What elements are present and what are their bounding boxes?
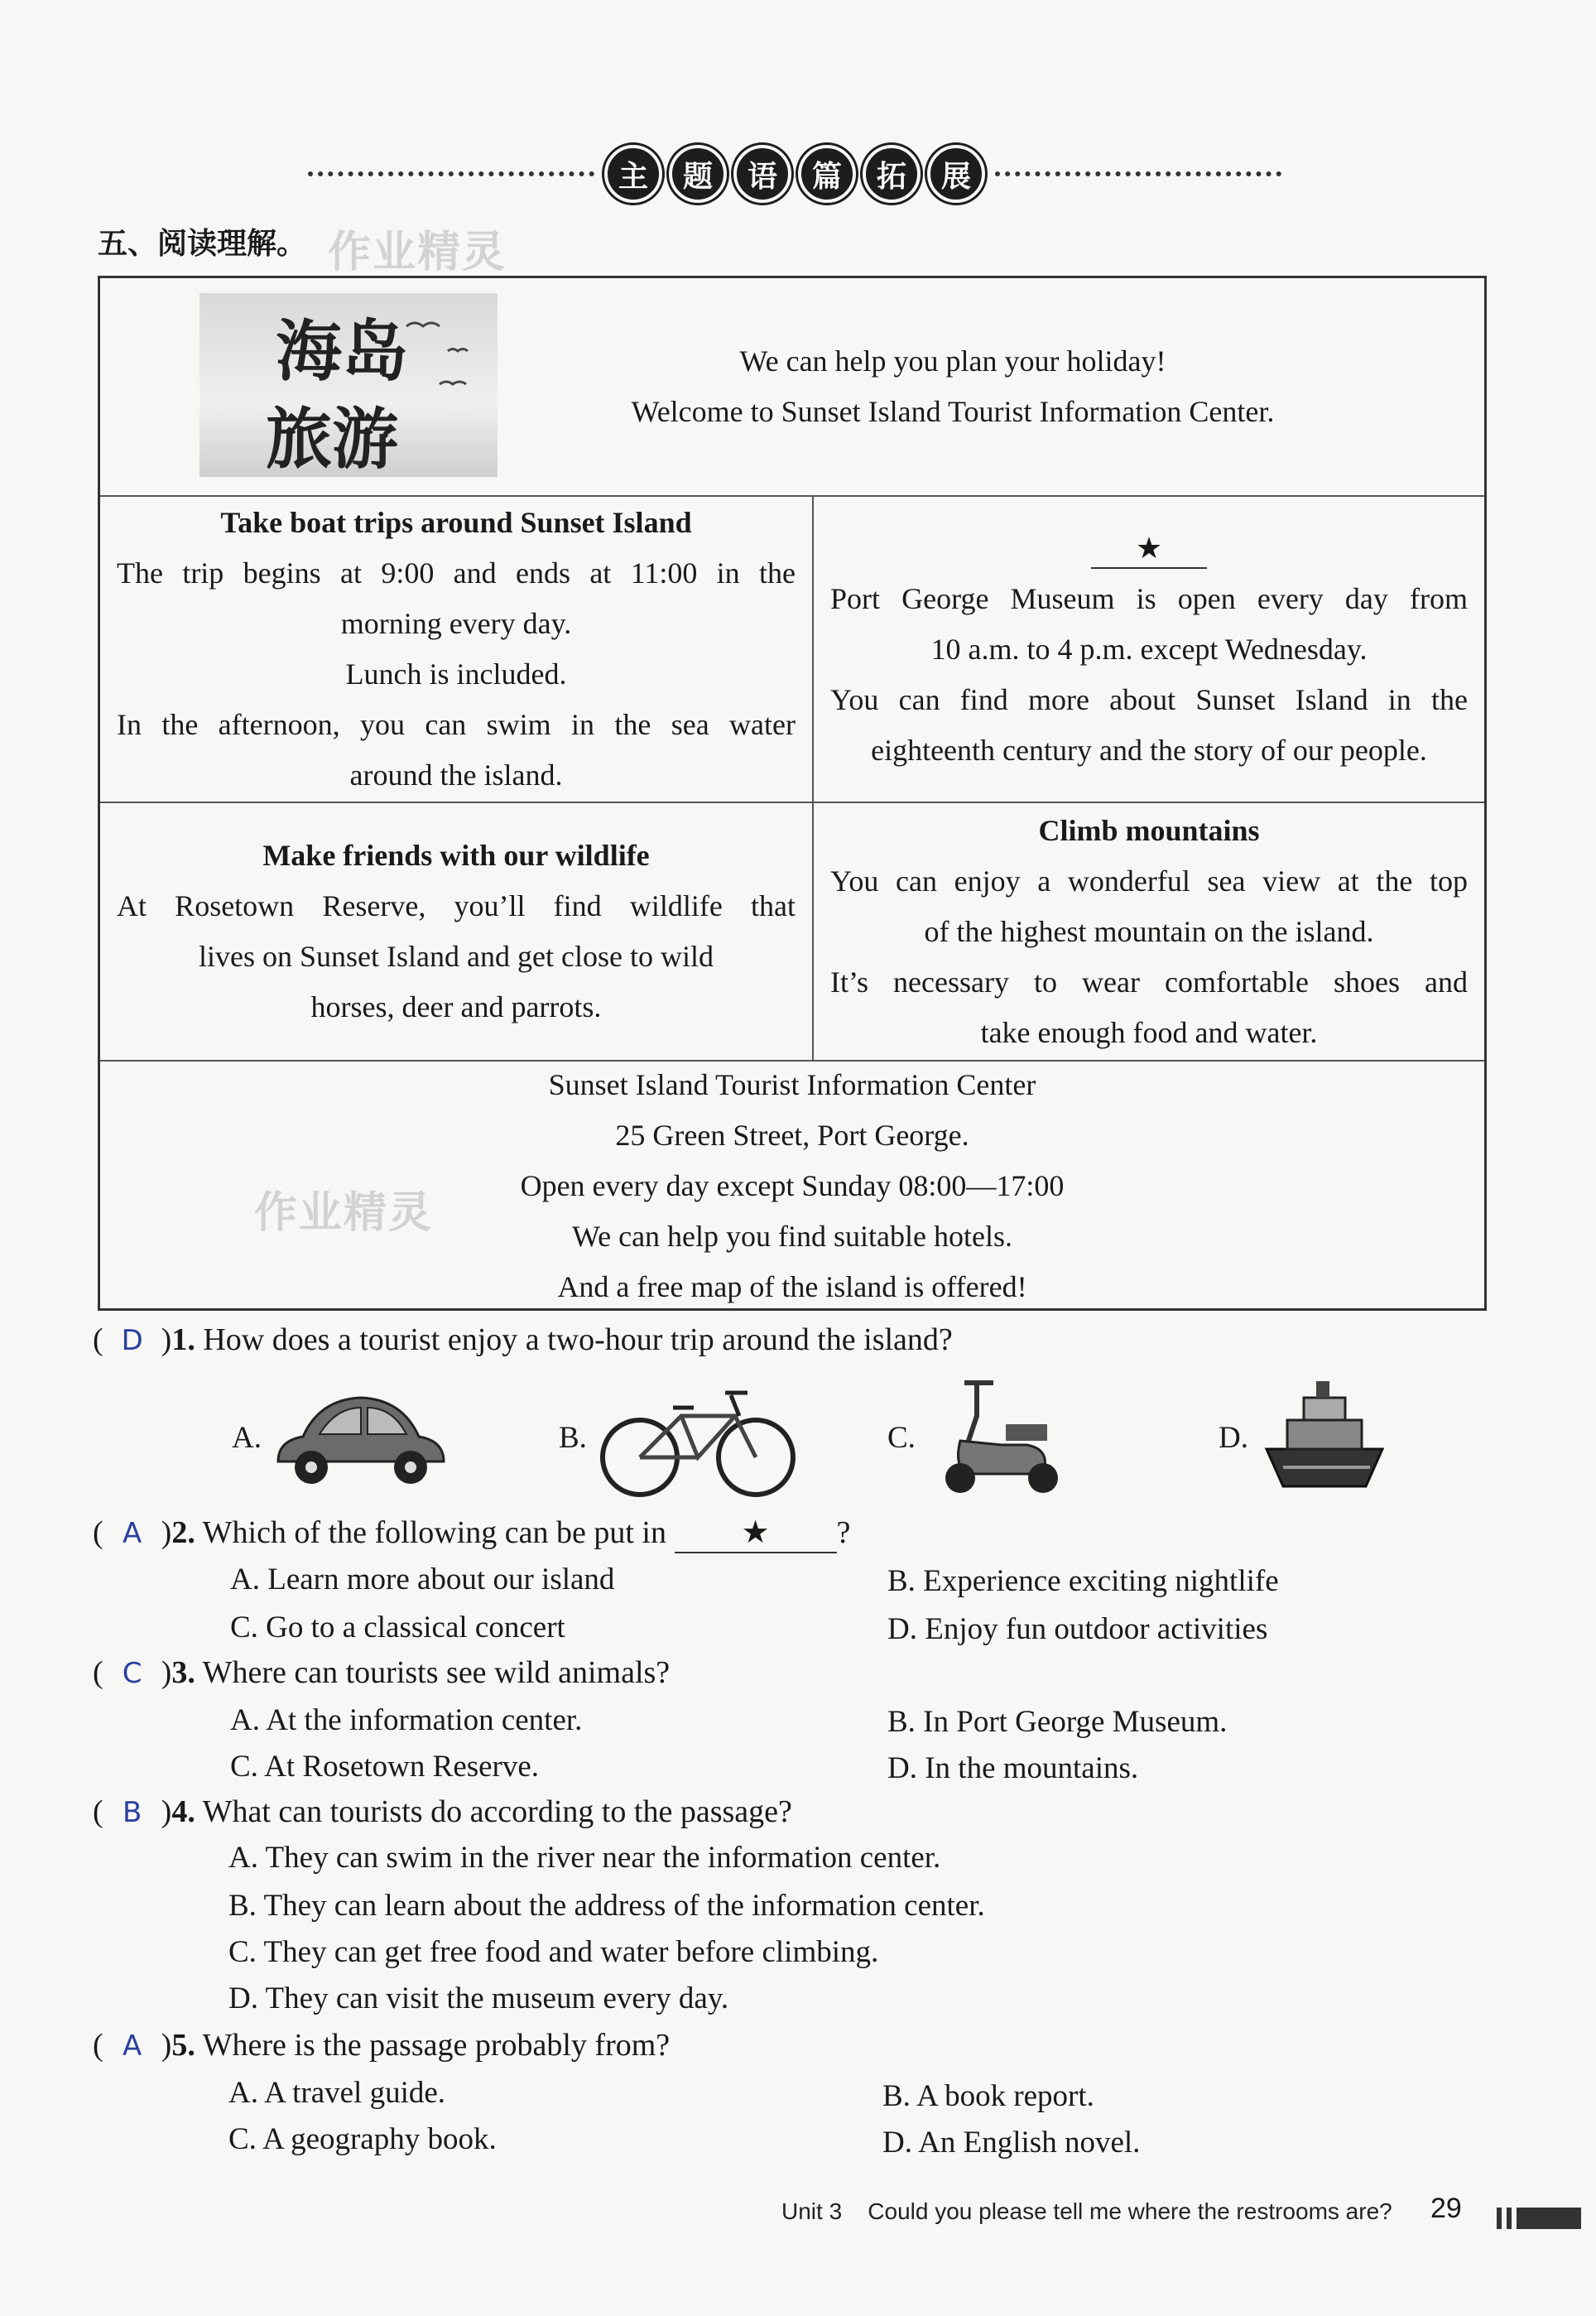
question-1: ( D )1. How does a tourist enjoy a two-hour trip around the island? [93,1322,953,1357]
option-d: D. They can visit the museum every day. [228,1981,729,2015]
question-2: ( A )2. Which of the following can be put in ★ ? [93,1514,850,1553]
option-d: D. In the mountains. [887,1751,1139,1785]
option-a: A. Learn more about our island [230,1562,615,1596]
car-icon [270,1383,452,1490]
scooter-icon [927,1375,1076,1499]
wildlife-cell [100,803,814,1060]
answer: A [123,1517,142,1550]
row-info-center [100,1060,1484,1310]
mountains-title: Climb mountains [1038,813,1260,847]
question-3: ( C )3. Where can tourists see wild animals? [93,1655,671,1690]
wildlife-line: horses, deer and parrots. [310,990,602,1023]
boat-line: Lunch is included. [345,657,567,691]
reading-passage-box [98,276,1487,1311]
option-label: D. [1219,1421,1248,1455]
seagull-icon [200,293,498,477]
option-b: B. A book report. [882,2079,1094,2113]
question-number: 2. [171,1515,195,1550]
question-text: Where can tourists see wild animals? [202,1655,671,1690]
option-b: B. Experience exciting nightlife [887,1564,1279,1598]
question-text: Where is the passage probably from? [202,2028,671,2063]
welcome-line: We can help you plan your holiday! [739,344,1166,378]
wildlife-line: lives on Sunset Island and get close to wild [199,940,714,973]
boat-trip-cell [100,497,814,802]
wildlife-line: At Rosetown Reserve, you’ll find wildlife that [117,889,796,922]
page-corner-bars [1497,2208,1581,2229]
question-mark: ? [836,1515,851,1550]
option-b: B. They can learn about the address of the information center. [228,1889,985,1923]
welcome-line: Welcome to Sunset Island Tourist Information Center. [631,395,1275,428]
option-c: C. Go to a classical concert [230,1611,565,1644]
center-line: We can help you find suitable hotels. [572,1219,1012,1253]
question-5: ( A )5. Where is the passage probably from? [93,2028,671,2063]
question-text: How does a tourist enjoy a two-hour trip around the island? [203,1322,953,1357]
answer: A [123,2030,142,2063]
page-number: 29 [1430,2193,1462,2224]
welcome-text [514,336,1392,437]
page-footer [781,2198,1392,2225]
section-title: 五、阅读理解。 [98,227,307,261]
banner-char: 展 [927,145,985,203]
boat-line: morning every day. [340,607,572,640]
mountains-line: of the highest mountain on the island. [924,914,1374,948]
center-line: 25 Green Street, Port George. [615,1118,969,1152]
answer: C [122,1657,142,1690]
banner-char: 题 [669,145,727,203]
museum-line: eighteenth century and the story of our people. [871,733,1427,767]
option-label: B. [559,1421,587,1455]
star-blank: ★ [1091,529,1207,569]
banner-dots-right [995,171,1281,176]
option-a: A. At the information center. [230,1703,583,1737]
banner-char: 篇 [798,145,856,203]
mountains-line: take enough food and water. [980,1015,1318,1049]
option-c: C. At Rosetown Reserve. [230,1750,540,1784]
option-label: A. [232,1421,262,1455]
center-line: And a free map of the island is offered! [557,1269,1027,1303]
question-text: What can tourists do according to the passage? [202,1794,792,1829]
island-travel-logo [200,293,498,477]
star-blank: ★ [675,1514,837,1553]
question-number: 1. [171,1322,195,1357]
answer: D [121,1324,143,1357]
question-4: ( B )4. What can tourists do according to the passage? [93,1794,792,1829]
question-number: 3. [171,1655,195,1690]
museum-line: You can find more about Sunset Island in the [830,682,1468,716]
center-line: Open every day except Sunday 08:00—17:00 [520,1168,1065,1202]
boat-trip-title: Take boat trips around Sunset Island [220,506,692,539]
option-b: B. In Port George Museum. [887,1705,1228,1739]
question-number: 4. [171,1794,195,1829]
ship-icon [1258,1375,1391,1499]
option-c: C. A geography book. [228,2122,497,2156]
mountains-line: It’s necessary to wear comfortable shoes and [830,965,1468,999]
option-c: C. They can get free food and water before climbing. [228,1935,879,1969]
row-boat-museum [100,495,1484,802]
mountains-line: You can enjoy a wonderful sea view at the top [830,864,1468,898]
question-text: Which of the following can be put in [202,1515,666,1550]
banner-dots-left [308,171,594,176]
answer: B [122,1796,142,1829]
bicycle-icon [594,1375,801,1499]
watermark: 作业精灵 [328,228,507,277]
museum-cell [814,497,1484,802]
option-d: D. Enjoy fun outdoor activities [887,1612,1268,1646]
option-d: D. An English novel. [882,2126,1141,2160]
boat-line: around the island. [349,758,563,792]
center-line: Sunset Island Tourist Information Center [548,1067,1036,1101]
museum-line: Port George Museum is open every day from [830,581,1468,615]
topic-banner [298,141,1291,207]
banner-char: 语 [733,145,791,203]
row-wildlife-mountains [100,802,1484,1060]
boat-line: The trip begins at 9:00 and ends at 11:00 in the [117,556,796,590]
logo-text: 旅游 [266,401,398,478]
boat-line: In the afternoon, you can swim in the sea water [117,708,796,741]
watermark: 作业精灵 [254,1188,434,1238]
option-a: A. They can swim in the river near the information center. [228,1841,941,1875]
option-label: C. [887,1421,916,1455]
museum-line: 10 a.m. to 4 p.m. except Wednesday. [930,632,1368,666]
question-number: 5. [171,2028,195,2063]
option-a: A. A travel guide. [228,2076,446,2110]
intro-row [100,278,1484,495]
wildlife-title: Make friends with our wildlife [262,839,650,872]
banner-char: 主 [604,145,662,203]
logo-text: 海岛 [276,313,408,390]
mountains-cell [814,803,1484,1060]
banner-char: 拓 [863,145,921,203]
footer-unit: Unit 3 [781,2198,843,2224]
footer-title: Could you please tell me where the restrooms are? [868,2198,1392,2224]
